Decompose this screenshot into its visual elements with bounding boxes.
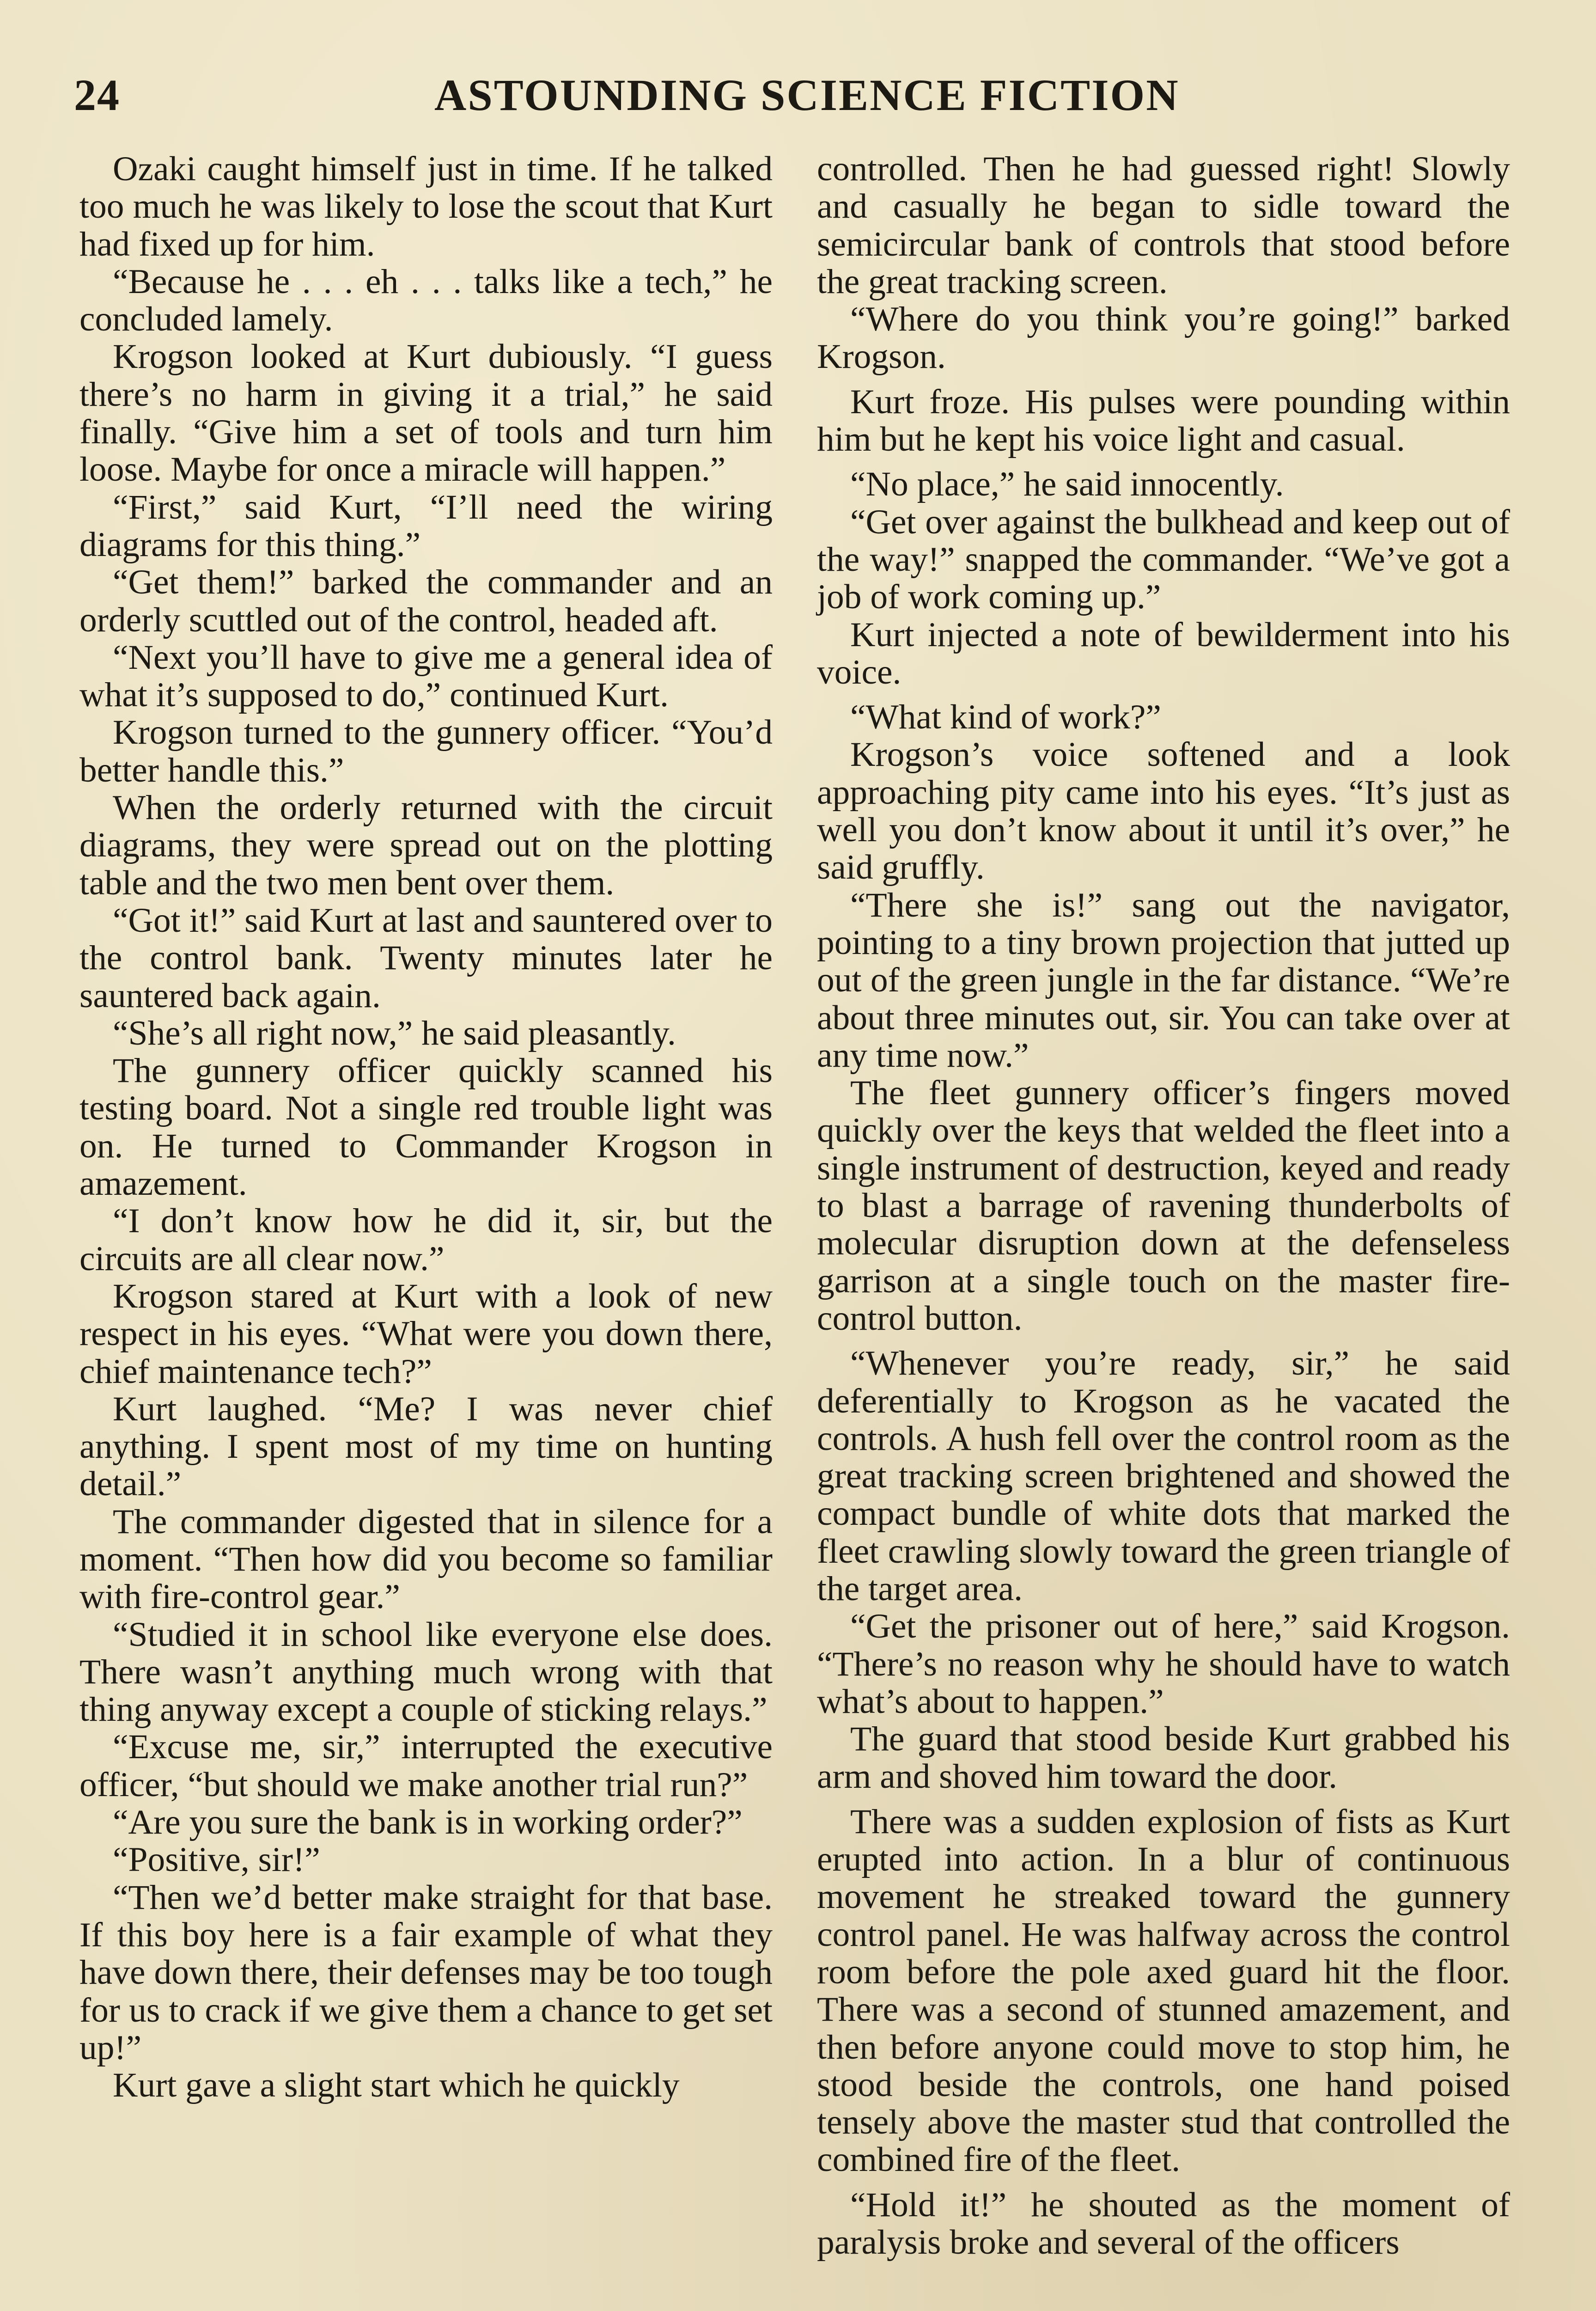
- paragraph: The commander digested that in silence for a moment. “Then how did you become so familiar with fire-control gear.”: [79, 1502, 773, 1616]
- paragraph: “What kind of work?”: [850, 698, 1161, 737]
- paragraph: Kurt injected a note of bewilderment into his voice.: [817, 615, 1510, 691]
- paragraph: “Whenever you’re ready, sir,” he said deferentially to Krogson as he vacated the controls. A hush fell over the control room as the great tracking screen brightened and showed the compact bundle of white dots that marked the fleet crawling slowly toward the green triangle of the target area.: [817, 1344, 1510, 1608]
- paragraph: Kurt gave a slight start which he quickly: [113, 2066, 680, 2105]
- paragraph: “Excuse me, sir,” interrupted the executive officer, “but should we make another trial run?”: [79, 1728, 773, 1804]
- paragraph: The gunnery officer quickly scanned his testing board. Not a single red trouble light was on. He turned to Commander Krogson in amazement.: [79, 1052, 773, 1203]
- paragraph: The fleet gunnery officer’s fingers moved quickly over the keys that welded the fleet into a single instrument of destruction, keyed and ready to blast a barrage of ravening thunderbolts of molecular disruption down at the defenseless garrison at a single touch on the master fire-control button.: [817, 1074, 1510, 1338]
- paragraph: “Got it!” said Kurt at last and sauntered over to the control bank. Twenty minutes later he sauntered back again.: [79, 901, 773, 1015]
- paragraph: There was a sudden explosion of fists as Kurt erupted into action. In a blur of continuous movement he streaked toward the gunnery control panel. He was halfway across the control room before the pole axed guard hit the floor. There was a second of stunned amazement, and then before anyone could move to stop him, he stood beside the controls, one hand poised tensely above the master stud that controlled the combined fire of the fleet.: [817, 1802, 1510, 2179]
- paragraph: “First,” said Kurt, “I’ll need the wiring diagrams for this thing.”: [79, 488, 773, 564]
- paragraph: Krogson’s voice softened and a look approaching pity came into his eyes. “It’s just as well you don’t know about it until it’s over,” he said gruffly.: [817, 735, 1510, 887]
- paragraph: “Get them!” barked the commander and an orderly scuttled out of the control, headed aft.: [79, 563, 773, 639]
- paragraph: “Because he . . . eh . . . talks like a tech,” he concluded lamely.: [79, 262, 773, 339]
- paragraph: “I don’t know how he did it, sir, but the circuits are all clear now.”: [79, 1202, 773, 1278]
- page-header: [74, 69, 1520, 139]
- paragraph: The guard that stood beside Kurt grabbed his arm and shoved him toward the door.: [817, 1720, 1510, 1796]
- paragraph: “Studied it in school like everyone else does. There wasn’t anything much wrong with that thing anyway except a couple of sticking relays.”: [79, 1615, 773, 1729]
- paragraph: “Next you’ll have to give me a general idea of what it’s supposed to do,” continued Kurt.: [79, 638, 773, 715]
- paragraph: Kurt laughed. “Me? I was never chief anything. I spent most of my time on hunting detail.”: [79, 1389, 773, 1504]
- paragraph: Krogson stared at Kurt with a look of new respect in his eyes. “What were you down there, chief maintenance tech?”: [79, 1277, 773, 1391]
- magazine-title: ASTOUNDING SCIENCE FICTION: [434, 70, 1180, 120]
- paragraph: Kurt froze. His pulses were pounding within him but he kept his voice light and casual.: [817, 382, 1510, 459]
- paragraph: “Are you sure the bank is in working order?”: [113, 1803, 743, 1842]
- paragraph: “Get over against the bulkhead and keep out of the way!” snapped the commander. “We’ve got a job of work coming up.”: [817, 502, 1510, 617]
- right-column: [817, 150, 1510, 2261]
- paragraph: When the orderly returned with the circuit diagrams, they were spread out on the plotting table and the two men bent over them.: [79, 789, 773, 902]
- paragraph: Krogson turned to the gunnery officer. “You’d better handle this.”: [79, 713, 773, 789]
- page-number: 24: [74, 70, 120, 120]
- paragraph: “Hold it!” he shouted as the moment of paralysis broke and several of the officers: [817, 2185, 1510, 2262]
- paragraph: “Get the prisoner out of here,” said Krogson. “There’s no reason why he should have to watch what’s about to happen.”: [817, 1607, 1510, 1721]
- paragraph: “Then we’d better make straight for that base. If this boy here is a fair example of what they have down there, their defenses may be too tough for us to crack if we give them a chance to get set up!”: [79, 1878, 773, 2067]
- paragraph: Ozaki caught himself just in time. If he talked too much he was likely to lose the scout that Kurt had fixed up for him.: [79, 150, 773, 263]
- paragraph: “She’s all right now,” he said pleasantly.: [113, 1014, 676, 1052]
- paragraph: “Where do you think you’re going!” barked Krogson.: [817, 300, 1510, 376]
- paragraph: “No place,” he said innocently.: [850, 465, 1284, 504]
- left-column: [79, 150, 773, 2104]
- paragraph: “There she is!” sang out the navigator, pointing to a tiny brown projection that jutted up out of the green jungle in the far distance. “We’re about three minutes out, sir. You can take over at any time now.”: [817, 886, 1510, 1075]
- paragraph: Krogson looked at Kurt dubiously. “I guess there’s no harm in giving it a trial,” he said finally. “Give him a set of tools and turn him loose. Maybe for once a miracle will happen.”: [79, 337, 773, 489]
- paragraph: controlled. Then he had guessed right! Slowly and casually he began to sidle toward the semicircular bank of controls that stood before the great tracking screen.: [817, 150, 1510, 301]
- paragraph: “Positive, sir!”: [113, 1840, 320, 1879]
